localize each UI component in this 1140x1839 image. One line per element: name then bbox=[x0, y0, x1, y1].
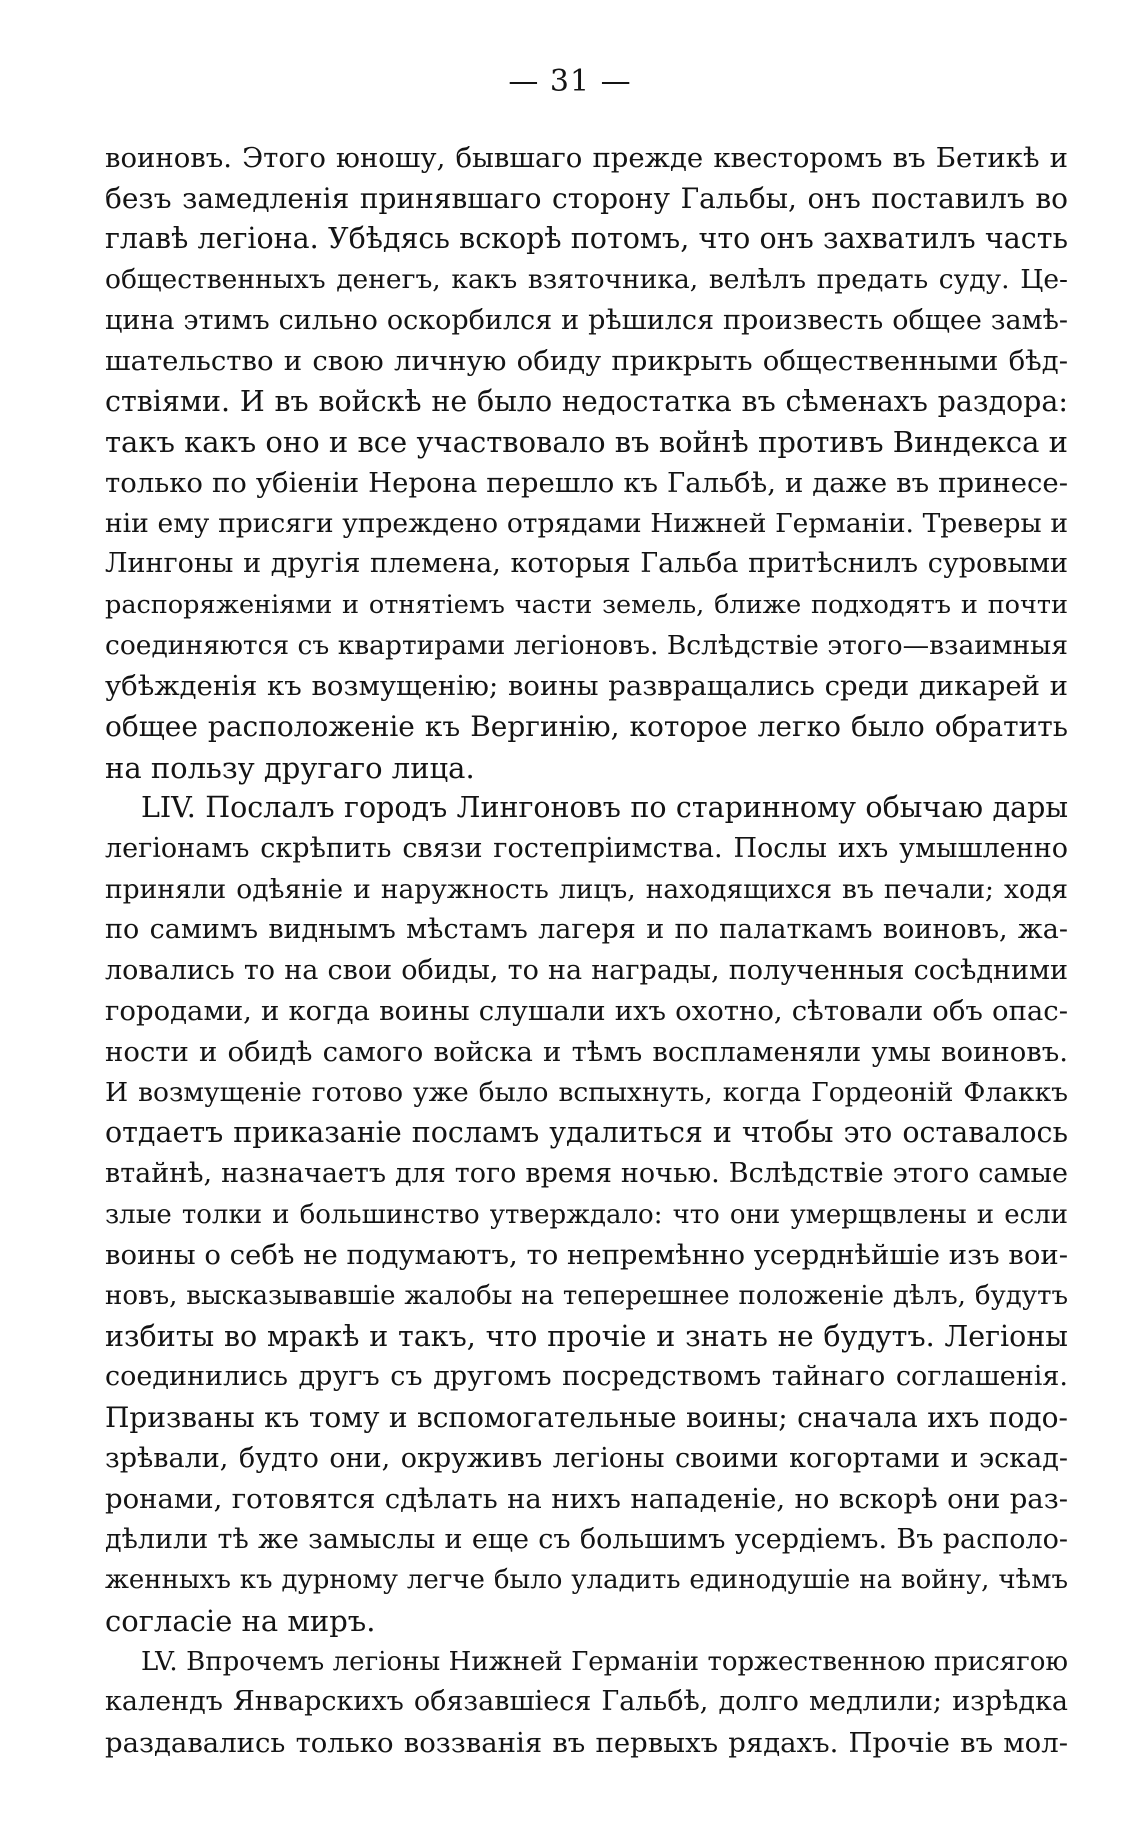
text-line: Призваны къ тому и вспомогательные воины; сначала ихъ подо- bbox=[105, 1400, 1068, 1434]
text-line: общее расположеніе къ Вергинію, которое легко было обратить bbox=[105, 709, 1068, 743]
text-line: безъ замедленія принявшаго сторону Гальбы, онъ поставилъ во bbox=[105, 181, 1068, 215]
text-line: воиновъ. Этого юношу, бывшаго прежде квесторомъ въ Бетикѣ и bbox=[105, 142, 1068, 174]
text-line: согласіе на миръ. bbox=[105, 1604, 376, 1639]
text-line: избиты во мракѣ и такъ, что прочіе и знать не будутъ. Легіоны bbox=[105, 1319, 1068, 1353]
body-text bbox=[105, 138, 1068, 1764]
text-line: убѣжденія къ возмущенію; воины развращались среди дикарей и bbox=[105, 670, 1068, 703]
text-line: календъ Январскихъ обязавшіеся Гальбѣ, долго медлили; изрѣдка bbox=[105, 1686, 1068, 1718]
text-line: новъ, высказывавшіе жалобы на теперешнее положеніе дѣлъ, будутъ bbox=[105, 1280, 1068, 1311]
paragraph-start-line: LIV. Послалъ городъ Лингоновъ по старинному обычаю дары bbox=[141, 791, 1068, 825]
text-line: дѣлили тѣ же замыслы и еще съ большимъ усердіемъ. Въ располо- bbox=[105, 1523, 1068, 1555]
text-line: женныхъ къ дурному легче было уладить единодушіе на войну, чѣмъ bbox=[105, 1565, 1068, 1596]
text-line: ронами, готовятся сдѣлать на нихъ нападеніе, но вскорѣ они раз- bbox=[105, 1483, 1068, 1516]
text-line: И возмущеніе готово уже было вспыхнуть, когда Гордеоній Флаккъ bbox=[105, 1076, 1068, 1108]
text-line: зрѣвали, будто они, окруживъ легіоны своими когортами и эскад- bbox=[105, 1442, 1068, 1474]
text-line: раздавались только воззванія въ первыхъ рядахъ. Прочіе въ мол- bbox=[105, 1726, 1068, 1759]
text-line: на пользу другаго лица. bbox=[105, 750, 475, 785]
text-line: общественныхъ денегъ, какъ взяточника, велѣлъ предать суду. Це- bbox=[105, 263, 1068, 295]
text-line: только по убіеніи Нерона перешло къ Гальбѣ, и даже въ принесе- bbox=[105, 467, 1068, 500]
text-line: втайнѣ, назначаетъ для того время ночью. Вслѣдствіе этого самые bbox=[105, 1158, 1068, 1190]
text-line: главѣ легіона. Убѣдясь вскорѣ потомъ, что онъ захватилъ часть bbox=[105, 222, 1068, 256]
text-line: городами, и когда воины слушали ихъ охотно, сѣтовали объ опас- bbox=[105, 995, 1068, 1028]
text-line: ности и обидѣ самого войска и тѣмъ воспламеняли умы воиновъ. bbox=[105, 1036, 1068, 1069]
text-line: отдаетъ приказаніе посламъ удалиться и чтобы это оставалось bbox=[105, 1116, 1068, 1150]
text-line: ловались то на свои обиды, то на награды, полученныя сосѣдними bbox=[105, 954, 1068, 986]
text-line: приняли одѣяніе и наружность лицъ, находящихся въ печали; ходя bbox=[105, 873, 1068, 905]
text-line: по самимъ виднымъ мѣстамъ лагеря и по палаткамъ воиновъ, жа- bbox=[105, 914, 1068, 946]
text-line: такъ какъ оно и все участвовало въ войнѣ противъ Виндекса и bbox=[105, 425, 1068, 460]
text-line: ствіями. И въ войскѣ не было недостатка въ сѣменахъ раздора: bbox=[105, 384, 1068, 418]
text-line: воины о себѣ не подумаютъ, то непремѣнно усерднѣйшіе изъ вои- bbox=[105, 1239, 1068, 1272]
text-line: распоряженіями и отнятіемъ части земель, ближе подходятъ и почти bbox=[105, 590, 1068, 621]
text-line: злые толки и большинство утверждало: что они умерщвлены и если bbox=[105, 1199, 1068, 1230]
text-line: Лингоны и другія племена, которыя Гальба притѣснилъ суровыми bbox=[105, 548, 1068, 580]
text-line: цина этимъ сильно оскорбился и рѣшился произвесть общее замѣ- bbox=[105, 304, 1068, 336]
paragraph-start-line: LV. Впрочемъ легіоны Нижней Германіи торжественною присягою bbox=[141, 1646, 1068, 1677]
text-line: шательство и свою личную обиду прикрыть общественными бѣд- bbox=[105, 345, 1068, 378]
page-number: — 31 — bbox=[508, 64, 632, 99]
text-line: соединились другъ съ другомъ посредствомъ тайнаго соглашенія. bbox=[105, 1361, 1068, 1393]
text-line: легіонамъ скрѣпить связи гостепріимства. Послы ихъ умышленно bbox=[105, 832, 1068, 864]
text-line: соединяются съ квартирами легіоновъ. Вслѣдствіе этого—взаимныя bbox=[105, 629, 1068, 661]
text-line: ніи ему присяги упреждено отрядами Нижней Германіи. Треверы и bbox=[105, 507, 1068, 539]
